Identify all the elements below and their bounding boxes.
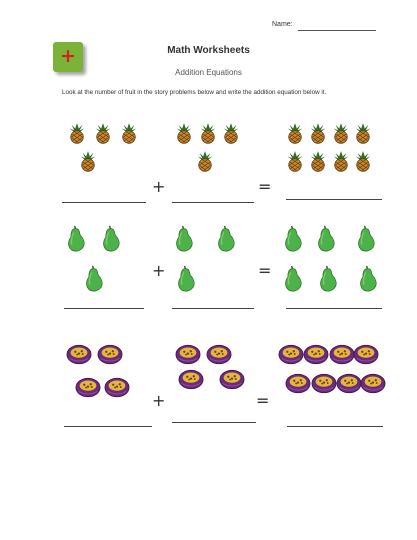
pear-icon — [316, 224, 337, 252]
plus-sign: + — [152, 391, 166, 410]
passion-fruit-icon — [75, 377, 101, 398]
pineapple-icon — [309, 150, 327, 172]
instructions: Look at the number of fruit in the story problems below and write the addition equation below it. — [62, 89, 327, 96]
equals-sign: = — [256, 391, 270, 410]
pineapple-icon — [286, 122, 304, 144]
passion-fruit-icon — [329, 344, 355, 365]
passion-fruit-icon — [360, 373, 386, 394]
pineapple-icon — [94, 122, 112, 144]
answer-line-first-addend[interactable] — [64, 426, 152, 427]
pineapple-icon — [354, 122, 372, 144]
passion-fruit-icon — [278, 344, 304, 365]
name-label: Name: — [272, 21, 293, 28]
pineapple-icon — [354, 150, 372, 172]
passion-fruit-icon — [104, 377, 130, 398]
pineapple-icon — [120, 122, 138, 144]
passion-fruit-icon — [285, 373, 311, 394]
pear-icon — [216, 224, 237, 252]
equals-sign: = — [258, 177, 272, 196]
name-field[interactable] — [298, 30, 376, 31]
answer-line-second-addend[interactable] — [172, 422, 256, 423]
pineapple-icon — [332, 150, 350, 172]
passion-fruit-icon — [336, 373, 362, 394]
passion-fruit-icon — [66, 344, 92, 365]
passion-fruit-icon — [219, 369, 245, 390]
pineapple-icon — [196, 150, 214, 172]
pear-icon — [283, 224, 304, 252]
pineapple-icon — [222, 122, 240, 144]
answer-line-second-addend[interactable] — [172, 202, 254, 203]
pear-icon — [358, 264, 379, 292]
pear-icon — [283, 264, 304, 292]
pineapple-icon — [199, 122, 217, 144]
passion-fruit-icon — [178, 369, 204, 390]
badge-symbol: + — [60, 45, 76, 67]
passion-fruit-icon — [97, 344, 123, 365]
answer-line-first-addend[interactable] — [64, 308, 144, 309]
answer-line-sum[interactable] — [287, 426, 383, 427]
pear-icon — [176, 264, 197, 292]
answer-line-second-addend[interactable] — [172, 308, 254, 309]
passion-fruit-icon — [311, 373, 337, 394]
passion-fruit-icon — [206, 344, 232, 365]
pear-icon — [84, 264, 105, 292]
pineapple-icon — [309, 122, 327, 144]
pear-icon — [101, 224, 122, 252]
pear-icon — [174, 224, 195, 252]
pineapple-icon — [175, 122, 193, 144]
passion-fruit-icon — [353, 344, 379, 365]
passion-fruit-icon — [303, 344, 329, 365]
pineapple-icon — [68, 122, 86, 144]
answer-line-sum[interactable] — [286, 199, 382, 200]
passion-fruit-icon — [175, 344, 201, 365]
plus-sign: + — [152, 177, 166, 196]
pear-icon — [318, 264, 339, 292]
pineapple-icon — [79, 150, 97, 172]
equals-sign: = — [258, 261, 272, 280]
page-title: Math Worksheets — [167, 45, 250, 56]
pear-icon — [356, 224, 377, 252]
page-subtitle: Addition Equations — [175, 68, 242, 77]
pineapple-icon — [286, 150, 304, 172]
pineapple-icon — [332, 122, 350, 144]
plus-sign: + — [152, 261, 166, 280]
answer-line-sum[interactable] — [286, 308, 382, 309]
answer-line-first-addend[interactable] — [62, 202, 146, 203]
pear-icon — [66, 224, 87, 252]
